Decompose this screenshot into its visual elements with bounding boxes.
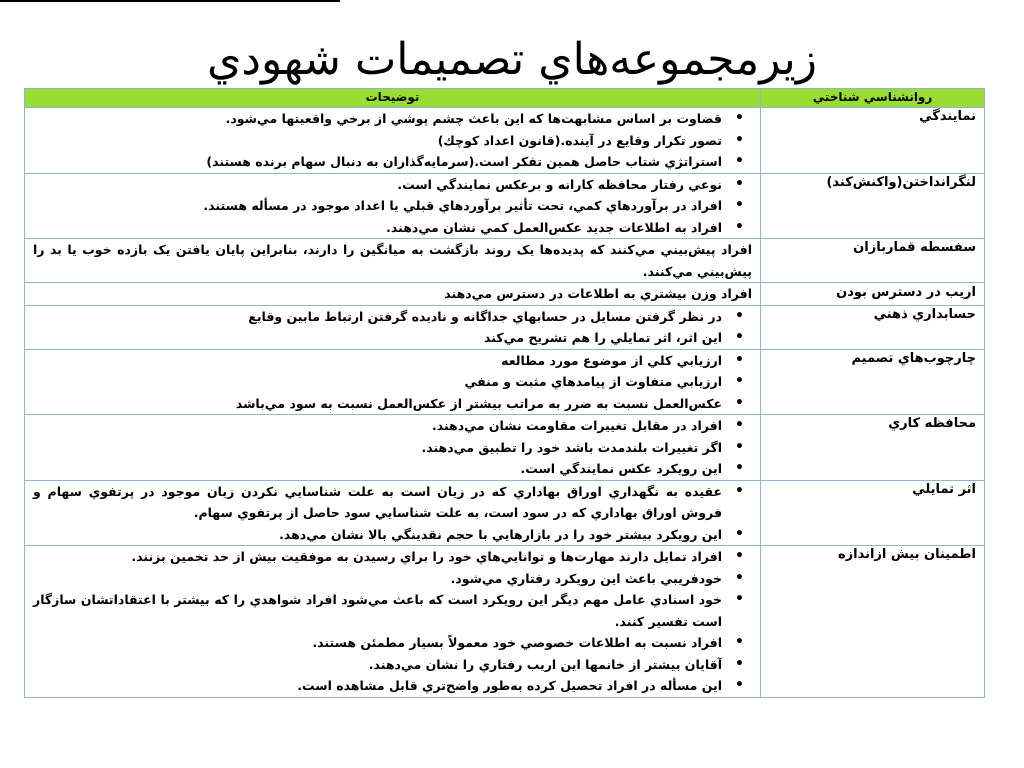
- list-item: • عقيده به نگهداري اوراق بهاداري كه در زيان است به علت شناسايي نكردن زيان موجود در پرتفوي سهام و فروش اوراق بهاداري كه در سود است، به علت شناسايي سود حاصل از پرتفوي سهام.: [33, 481, 752, 524]
- table-row: [25, 305, 985, 349]
- list-item: • افراد تمايل دارند مهارت‌ها و توانايي‌هاي خود را براي رسيدن به موفقيت بيش از حد تخمين بزنند.: [33, 546, 752, 568]
- list-item: • خود اسنادي عامل مهم ديگر اين رويكرد است كه باعث مي‌شود افراد شواهدي را كه بيشتر با اعتقاداتشان سازگار است تفسير كنند.: [33, 589, 752, 632]
- row-description: [25, 349, 761, 415]
- table-row: [25, 173, 985, 239]
- row-description: [25, 305, 761, 349]
- table-row: [25, 239, 985, 283]
- top-rule: [0, 0, 340, 2]
- row-label: چارچوب‌هاي تصميم: [761, 349, 985, 415]
- row-label: سفسطه قماربازان: [761, 239, 985, 283]
- list-item: • اين رويكرد بيشتر خود را در بازارهايي با حجم نقدينگي بالا نشان مي‌دهد.: [33, 524, 752, 546]
- table-row: [25, 283, 985, 306]
- row-description: [25, 480, 761, 546]
- list-item: • اين رويكرد عكس نمايندگي است.: [33, 458, 752, 480]
- row-description: افراد وزن بيشتري به اطلاعات در دسترس مي‌دهند: [25, 283, 761, 306]
- row-description: [25, 108, 761, 174]
- row-description: [25, 546, 761, 698]
- row-label: حسابداري ذهني: [761, 305, 985, 349]
- row-description: [25, 415, 761, 481]
- intuitive-decisions-table: [24, 88, 985, 698]
- header-descriptions: توضيحات: [25, 89, 761, 108]
- table-row: [25, 415, 985, 481]
- list-item: • تصور تكرار وقايع در آينده.(قانون اعداد كوچك): [33, 130, 752, 152]
- table-row: [25, 546, 985, 698]
- list-item: • ارزيابي متفاوت از پيامدهاي مثبت و منفي: [33, 371, 752, 393]
- list-item: • افراد در برآوردهاي كمي، تحت تأثير برآوردهاي قبلي يا اعداد موجود در مسأله هستند.: [33, 195, 752, 217]
- list-item: • اين مسأله در افراد تحصيل كرده به‌طور واضح‌تري قابل مشاهده است.: [33, 675, 752, 697]
- list-item: • افراد در مقابل تغييرات مقاومت نشان مي‌دهند.: [33, 415, 752, 437]
- list-item: • در نظر گرفتن مسايل در حسابهاي جداگانه و ناديده گرفتن ارتباط مابين وقايع: [33, 306, 752, 328]
- list-item: • آقايان بيشتر از خانمها اين اريب رفتاري را نشان مي‌دهند.: [33, 654, 752, 676]
- list-item: • افراد نسبت به اطلاعات خصوصي خود معمولاً بسيار مطمئن هستند.: [33, 632, 752, 654]
- list-item: • استراتژي شتاب حاصل همين تفكر است.(سرمايه‌گذاران به دنبال سهام برنده هستند): [33, 151, 752, 173]
- list-item: • اين اثر، اثر تمايلي را هم تشريح مي‌كند: [33, 327, 752, 349]
- header-cognitive-psychology: روانشناسي شناختي: [761, 89, 985, 108]
- list-item: • قضاوت بر اساس مشابهت‌ها كه اين باعث چشم پوشي از برخي واقعيتها مي‌شود.: [33, 108, 752, 130]
- list-item: • نوعي رفتار محافظه كارانه و برعكس نمايندگي است.: [33, 174, 752, 196]
- list-item: • اگر تغييرات بلندمدت باشد خود را تطبيق مي‌دهند.: [33, 437, 752, 459]
- list-item: • افراد به اطلاعات جديد عكس‌العمل كمي نشان مي‌دهند.: [33, 217, 752, 239]
- table-row: [25, 349, 985, 415]
- row-label: محافظه كاري: [761, 415, 985, 481]
- row-description: [25, 173, 761, 239]
- table-row: [25, 480, 985, 546]
- row-label: اطمينان بيش ازاندازه: [761, 546, 985, 698]
- page-title: زيرمجموعه‌هاي تصميمات شهودي: [206, 34, 818, 85]
- table-row: [25, 108, 985, 174]
- row-label: لنگرانداختن(واكنش‌كند): [761, 173, 985, 239]
- row-description: افراد پيش‌بيني مي‌كنند كه پديده‌ها يک روند بازگشت به ميانگين را دارند، بنابراين پايان يافتن يک بازده خوب يا بد را پيش‌بيني مي‌كنند.: [25, 239, 761, 283]
- list-item: • خودفريبي باعث اين رويكرد رفتاري مي‌شود.: [33, 568, 752, 590]
- list-item: • ارزيابي كلي از موضوع مورد مطالعه: [33, 350, 752, 372]
- row-label: اثر تمايلي: [761, 480, 985, 546]
- row-label: اريب در دسترس بودن: [761, 283, 985, 306]
- row-label: نمايندگي: [761, 108, 985, 174]
- list-item: • عكس‌العمل نسبت به ضرر به مراتب بيشتر از عكس‌العمل نسبت به سود مي‌باشد: [33, 393, 752, 415]
- table-header-row: [25, 89, 985, 108]
